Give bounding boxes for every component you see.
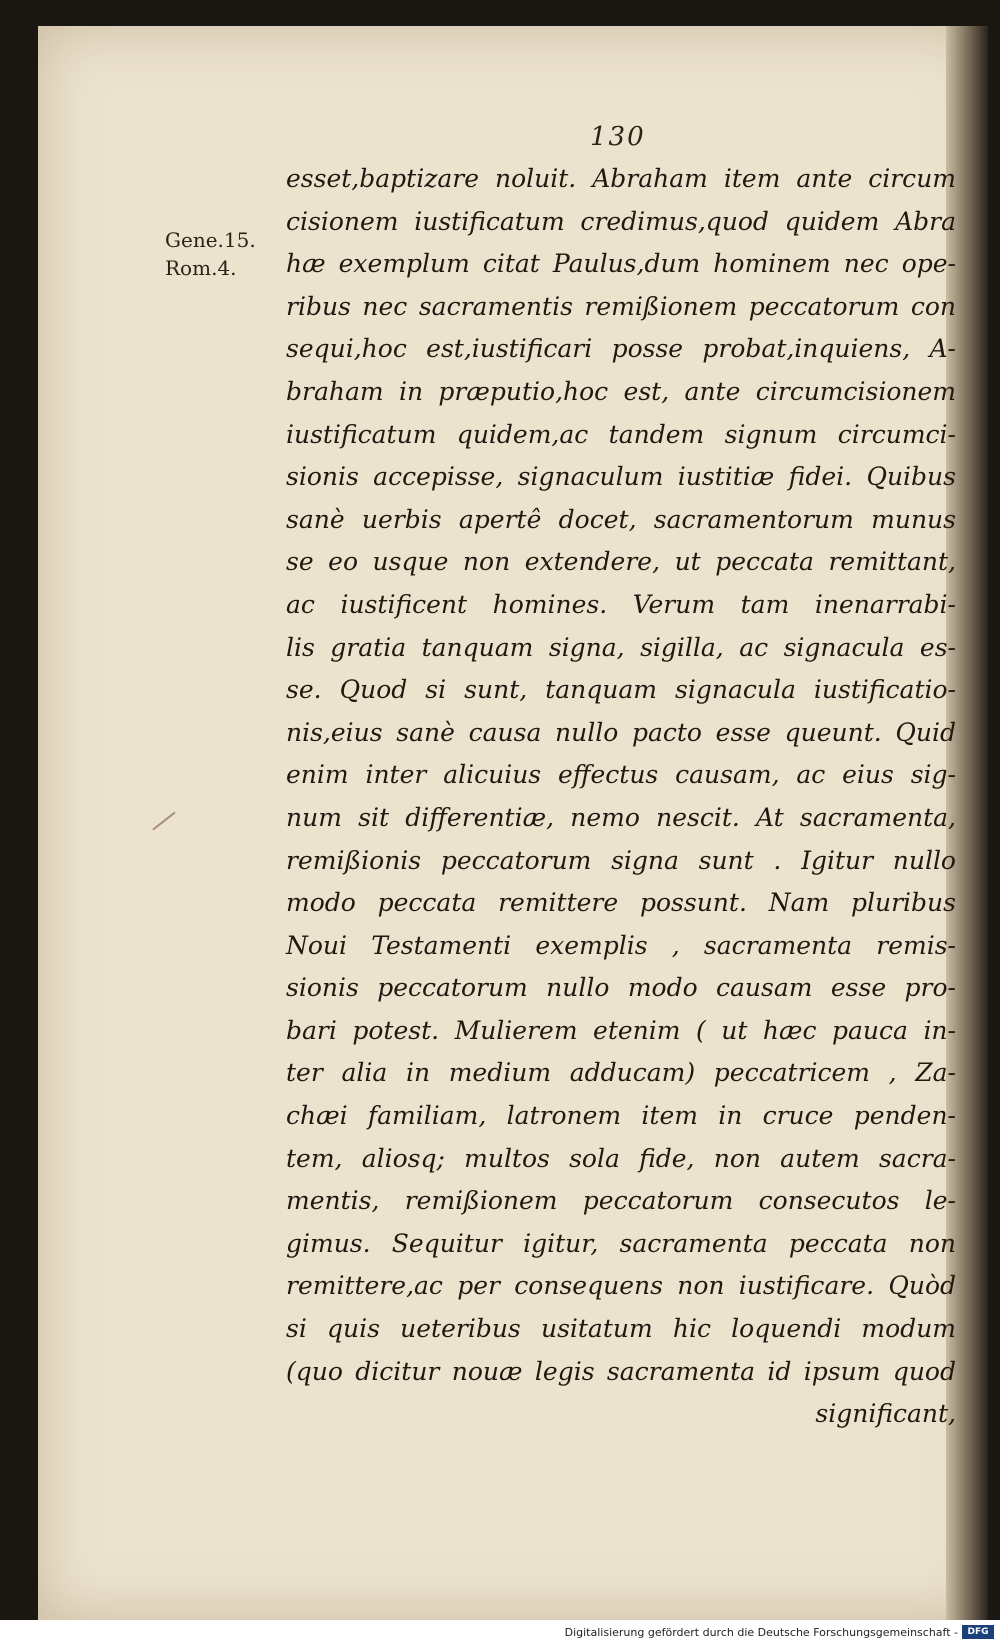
- margin-notes: [165, 226, 275, 282]
- text-line: modo peccata remittere possunt. Nam pluribus: [286, 888, 956, 918]
- text-line: sionis accepisse, signaculum iustitiæ fidei. Quibus: [286, 462, 956, 492]
- text-line: lis gratia tanquam signa, sigilla, ac signacula es-: [286, 632, 956, 662]
- text-line: sanè uerbis apertê docet, sacramentorum munus: [286, 504, 956, 534]
- text-line: bari potest. Mulierem etenim ( ut hæc pauca in-: [286, 1015, 956, 1045]
- text-line: esset,baptizare noluit. Abraham item ante circum: [286, 164, 956, 193]
- text-line: nis,eius sanè causa nullo pacto esse queunt. Quid: [286, 717, 956, 747]
- margin-note-genesis: Gene.15.: [165, 228, 256, 252]
- text-line: gimus. Sequitur igitur, sacramenta peccata non: [286, 1228, 956, 1258]
- text-line: sionis peccatorum nullo modo causam esse pro-: [286, 973, 956, 1003]
- text-line: num sit differentiæ, nemo nescit. At sacramenta,: [286, 802, 956, 832]
- text-line: remißionis peccatorum signa sunt . Igitur nullo: [286, 845, 956, 875]
- footer-bar: [0, 1620, 1000, 1646]
- text-line: ac iustificent homines. Verum tam inenarrabi-: [286, 589, 956, 619]
- margin-note-romans: Rom.4.: [165, 256, 237, 280]
- text-line: ter alia in medium adducam) peccatricem , Za-: [286, 1058, 956, 1088]
- text-line: iustificatum quidem,ac tandem signum circumci-: [286, 419, 956, 449]
- text-line: se eo usque non extendere, ut peccata remittant,: [286, 547, 956, 577]
- text-line: hæ exemplum citat Paulus,dum hominem nec ope-: [286, 249, 956, 279]
- footer-credit: Digitalisierung gefördert durch die Deutsche Forschungsgemeinschaft -: [564, 1626, 958, 1639]
- page-number: 130: [590, 122, 646, 152]
- text-line: ribus nec sacramentis remißionem peccatorum con: [286, 291, 956, 321]
- text-line: si quis ueteribus usitatum hic loquendi modum: [286, 1314, 956, 1344]
- text-line: tem, aliosq; multos sola fide, non autem sacra-: [286, 1143, 956, 1173]
- text-line: (quo dicitur nouæ legis sacramenta id ipsum quod: [286, 1356, 956, 1386]
- text-line: enim inter alicuius effectus causam, ac eius sig-: [286, 760, 956, 790]
- dfg-logo: DFG: [962, 1625, 994, 1639]
- text-line: Noui Testamenti exemplis , sacramenta remis-: [286, 930, 956, 960]
- text-line: se. Quod si sunt, tanquam signacula iustificatio-: [286, 675, 956, 705]
- text-line: remittere,ac per consequens non iustificare. Quòd: [286, 1271, 956, 1301]
- text-line: sequi,hoc est,iustificari posse probat,inquiens, A-: [286, 334, 956, 364]
- text-line: braham in præputio,hoc est, ante circumcisionem: [286, 376, 956, 406]
- text-line: cisionem iustificatum credimus,quod quidem Abra: [286, 206, 956, 236]
- text-line: chæi familiam, latronem item in cruce penden-: [286, 1101, 956, 1131]
- body-text: [286, 158, 956, 1436]
- catchword-line: significant,: [815, 1399, 956, 1429]
- text-line: mentis, remißionem peccatorum consecutos le-: [286, 1186, 956, 1216]
